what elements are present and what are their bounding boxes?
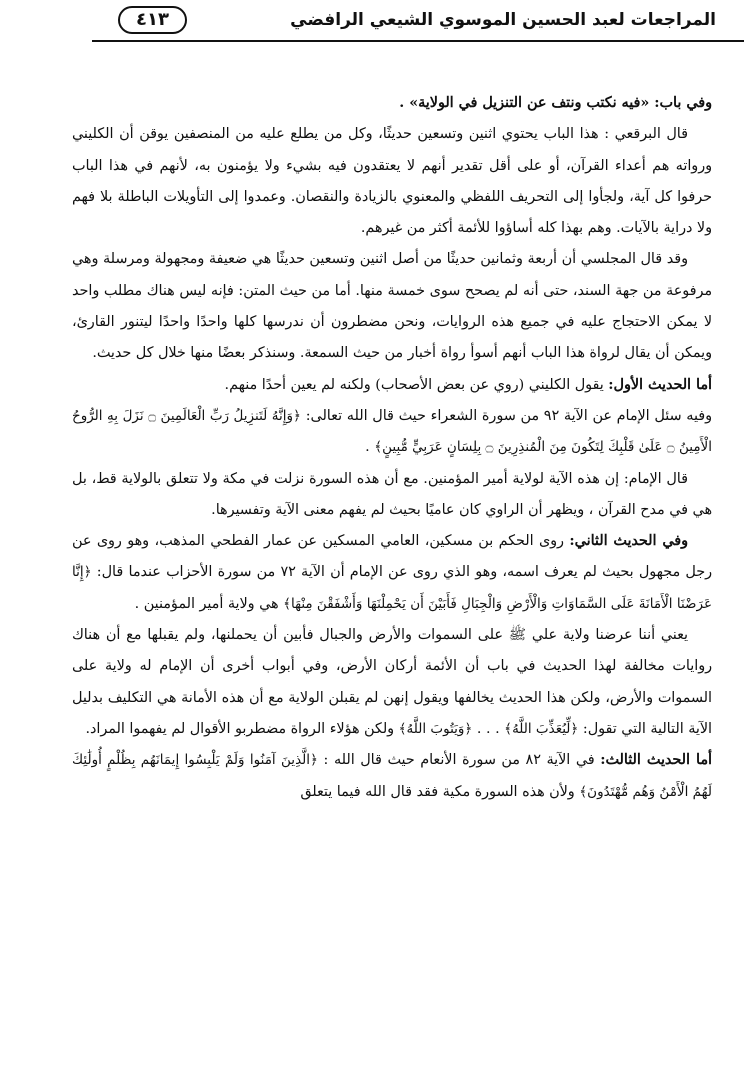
hadith-3-text: في الآية ٨٢ من سورة الأنعام حيث قال الله : [317,752,601,769]
paragraph-hadith-1-verse [72,401,712,464]
page-number: ٤١٣ [118,6,187,34]
hadith-3-label: أما الحديث الثالث: [600,752,712,769]
verse-tail: . [365,439,375,456]
quran-verse-anam: ﴿الَّذِينَ آمَنُوا وَلَمْ يَلْبِسُوا إِيمَانَهُم بِظُلْمٍ أُولَٰئِكَ لَهُمُ الْأَمْنُ وَهُم مُّهْتَدُونَ﴾ [72,752,712,800]
running-title: المراجعات لعبد الحسين الموسوي الشيعي الرافضي [290,10,716,30]
hadith-1-label: أما الحديث الأول: [608,376,712,393]
page-header [92,2,744,38]
hadith-1-text: يقول الكليني (روي عن بعض الأصحاب) ولكنه لم يعين أحدًا منهم. [224,376,609,393]
hadith-2-text: روى الحكم بن مسكين، العامي المسكين عن عمار الفطحي المذهب، وهو روى عن رجل مجهول بحيث لم يعرف اسمه، وهو الذي روى عن الإمام أن الآية ٧٢ من سورة الأحزاب عندما قال: [72,533,712,581]
page-body [72,88,712,1076]
quran-verse-yuadhib: ﴿لِّيُعَذِّبَ اللَّهُ﴾ [504,720,579,737]
paragraph-majlisi: وقد قال المجلسي أن أربعة وثمانين حديثًا من أصل اثنين وتسعين حديثًا هي ضعيفة ومجهولة ومرسلة وهي مرفوعة من جهة السند، حتى أنه لم يصحح سوى خمسة منها. أما من حيث المتن: فإنه ليس هناك مطلب واحد لا يمكن الاحتجاج عليه في جميع هذه الروايات، ونحن مضطرون أن ندرسها كلها واحدًا واحدًا ليتنور القارئ، ويمكن أن يقال لرواة هذا الباب أنهم أسوأ رواة أخبار من حيث السمعة. وسنذكر بعضًا منها خلال كل حديث. [72,251,712,362]
quran-verse-yatub: ﴿وَيَتُوبَ اللَّهُ﴾ [398,720,473,737]
paragraph-hadith-2 [72,526,712,620]
paragraph-amanah [72,620,712,745]
quran-verse-ahzab: ﴿إِنَّا عَرَضْنَا الْأَمَانَةَ عَلَى السَّمَاوَاتِ وَالْأَرْضِ وَالْجِبَالِ فَأَبَيْنَ أَن يَحْمِلْنَهَا وَأَشْفَقْنَ مِنْهَا﴾ [72,564,712,612]
ellipsis: . . . [472,720,505,737]
header-divider [92,40,744,42]
paragraph-hadith-3 [72,745,712,808]
quran-verse-shuara: ﴿وَإِنَّهُ لَتَنزِيلُ رَبِّ الْعَالَمِينَ ۝ نَزَلَ بِهِ الرُّوحُ الْأَمِينُ ۝ عَلَىٰ قَلْبِكَ لِتَكُونَ مِنَ الْمُنذِرِينَ ۝ بِلِسَانٍ عَرَبِيٍّ مُّبِينٍ﴾ [72,407,712,456]
amanah-text: يعني أننا عرضنا ولاية علي ﷺ على السموات والأرض والجبال فأبين أن يحملنها، ولم يقبلها مع أن هناك روايات مخالفة لهذا الحديث في باب أن الأئمة أركان الأرض، وفي أبواب أخرى أن الإمام له ولاية على السموات والأرض، ولكن هذا الحديث يخالفها ويقول إنهن لم يقبلن الولاية مع أن هذه الأمانة هي التكليف بدليل الآية التالية التي تقول: [72,627,712,737]
amanah-tail: ولكن هؤلاء الرواة مضطربو الأقوال لم يفهموا المراد. [85,720,399,737]
hadith-3-tail: ولأن هذه السورة مكية فقد قال الله فيما يتعلق [300,783,580,800]
verse-intro-text: وفيه سئل الإمام عن الآية ٩٢ من سورة الشعراء حيث قال الله تعالى: [300,407,712,424]
hadith-2-label: وفي الحديث الثاني: [569,533,688,550]
paragraph-barqai: قال البرقعي : هذا الباب يحتوي اثنين وتسعين حديثًا، وكل من يطلع عليه من المنصفين يوقن أن الكليني ورواته هم أعداء القرآن، أو على أقل تقدير أنهم لا يعتقدون فيه بشيء ولا يؤمنون به، لأنهم في هذا الباب حرفوا كل آية، ولجأوا إلى التحريف اللفظي والمعنوي بالزيادة والنقصان. وعمدوا إلى التأويلات الباطلة بلا فهم ولا دراية بالآيات. وهم بهذا كله أساؤوا للأئمة أكثر من غيرهم. [72,126,712,237]
paragraph-hadith-1 [72,370,712,401]
paragraph-imam-saying: قال الإمام: إن هذه الآية لولاية أمير المؤمنين. مع أن هذه السورة نزلت في مكة ولا تتعلق بالولاية قط، بل هي في مدح القرآن ، ويظهر أن الراوي كان عاميًا بحيث لم يفهم معنى الآية وتفسيرها. [72,470,712,518]
hadith-2-tail: هي ولاية أمير المؤمنين . [134,595,284,612]
chapter-heading: وفي باب: «فيه نكتب ونتف عن التنزيل في الولاية» . [399,95,712,111]
